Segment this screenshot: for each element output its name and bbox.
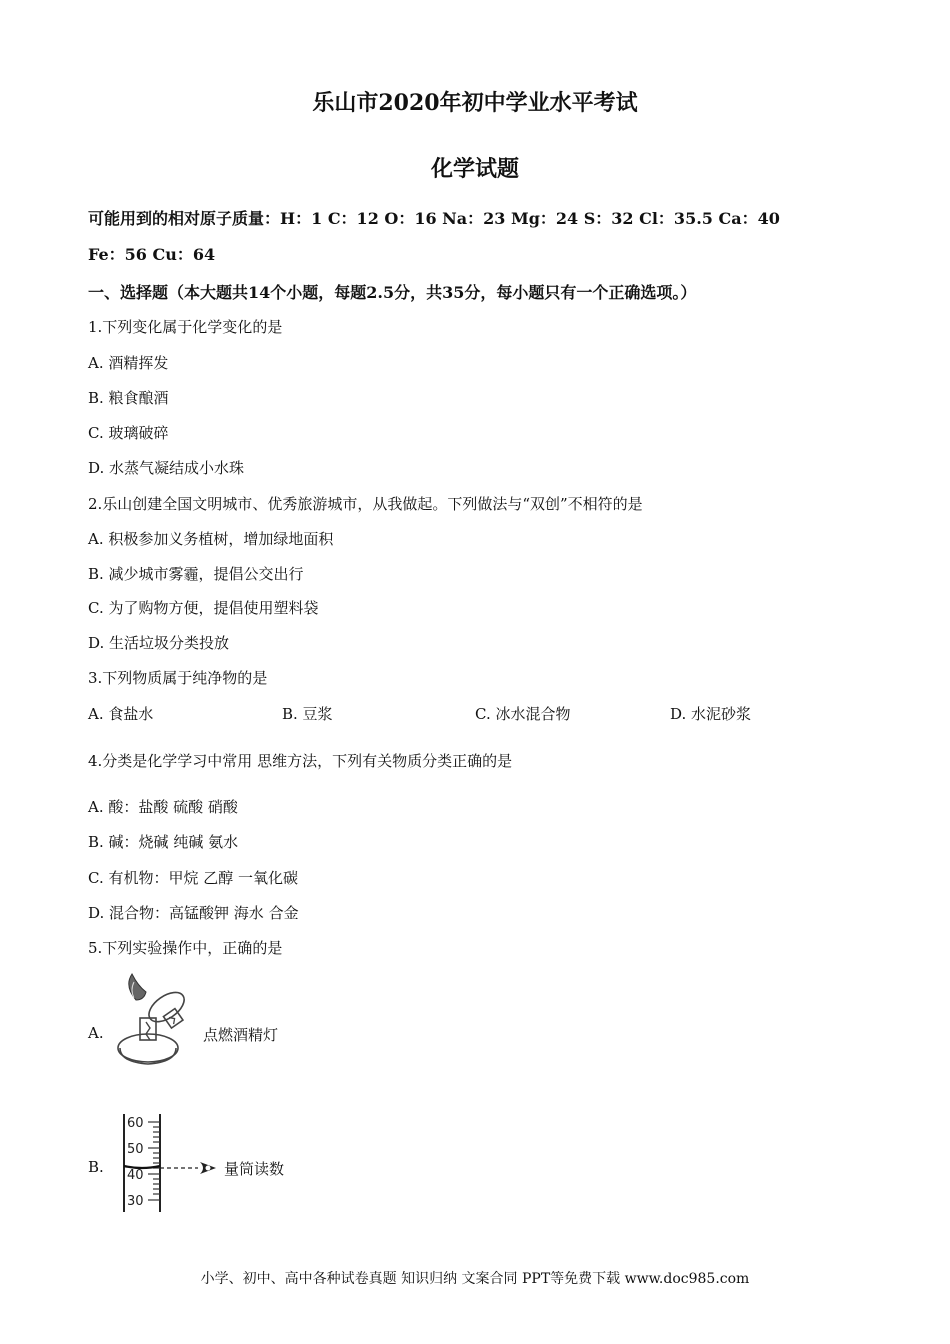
atomic-mass-line-1: 可能用到的相对原子质量：H：1 C：12 O：16 Na：23 Mg：24 S：32 Cl：35.5 Ca：40 [88,209,780,228]
q5-option-b-caption: 量筒读数 [224,1160,285,1178]
page-footer: 小学、初中、高中各种试卷真题 知识归纳 文案合同 PPT等免费下载 www.doc985.com [200,1271,750,1287]
q1-option-b: B. 粮食酿酒 [88,389,169,407]
q3-option-b: B. 豆浆 [282,705,333,723]
cylinder-tick-50: 50 [127,1142,144,1157]
q5-stem: 5.下列实验操作中，正确的是 [88,939,283,957]
q3-option-c: C. 冰水混合物 [475,705,571,723]
q3-option-a: A. 食盐水 [88,705,154,723]
exam-title: 乐山市2020年初中学业水平考试 [312,90,638,116]
q1-option-c: C. 玻璃破碎 [88,424,169,442]
q2-option-d: D. 生活垃圾分类投放 [88,634,230,652]
exam-subtitle: 化学试题 [430,156,519,182]
q1-option-a: A. 酒精挥发 [88,354,169,372]
alcohol-lamp-lighting-icon [110,972,202,1070]
q4-option-a: A. 酸：盐酸 硫酸 硝酸 [88,798,238,816]
q4-option-b: B. 碱：烧碱 纯碱 氨水 [88,833,239,851]
q2-option-b: B. 减少城市雾霾，提倡公交出行 [88,565,304,583]
q4-stem: 4.分类是化学学习中常用 思维方法，下列有关物质分类正确的是 [88,752,513,770]
q5-option-a-letter: A. [88,1024,104,1042]
cylinder-tick-30: 30 [127,1194,144,1209]
q1-stem: 1.下列变化属于化学变化的是 [88,318,283,336]
q2-stem: 2.乐山创建全国文明城市、优秀旅游城市，从我做起。下列做法与“双创”不相符的是 [88,495,643,513]
cylinder-tick-60: 60 [127,1116,144,1131]
q2-option-a: A. 积极参加义务植树，增加绿地面积 [88,530,334,548]
atomic-mass-line-2: Fe：56 Cu：64 [88,245,216,264]
q1-option-d: D. 水蒸气凝结成小水珠 [88,459,245,477]
q5-option-b-letter: B. [88,1158,104,1176]
cylinder-tick-40: 40 [127,1168,144,1183]
q3-option-d: D. 水泥砂浆 [670,705,752,723]
measuring-cylinder-icon [118,1112,224,1216]
section-heading: 一、选择题（本大题共14个小题，每题2.5分，共35分，每小题只有一个正确选项。） [88,283,697,302]
q2-option-c: C. 为了购物方便，提倡使用塑料袋 [88,599,319,617]
q5-option-a-caption: 点燃酒精灯 [203,1026,279,1044]
q4-option-d: D. 混合物：高锰酸钾 海水 合金 [88,904,299,922]
q4-option-c: C. 有机物：甲烷 乙醇 一氧化碳 [88,869,299,887]
q3-stem: 3.下列物质属于纯净物的是 [88,669,268,687]
